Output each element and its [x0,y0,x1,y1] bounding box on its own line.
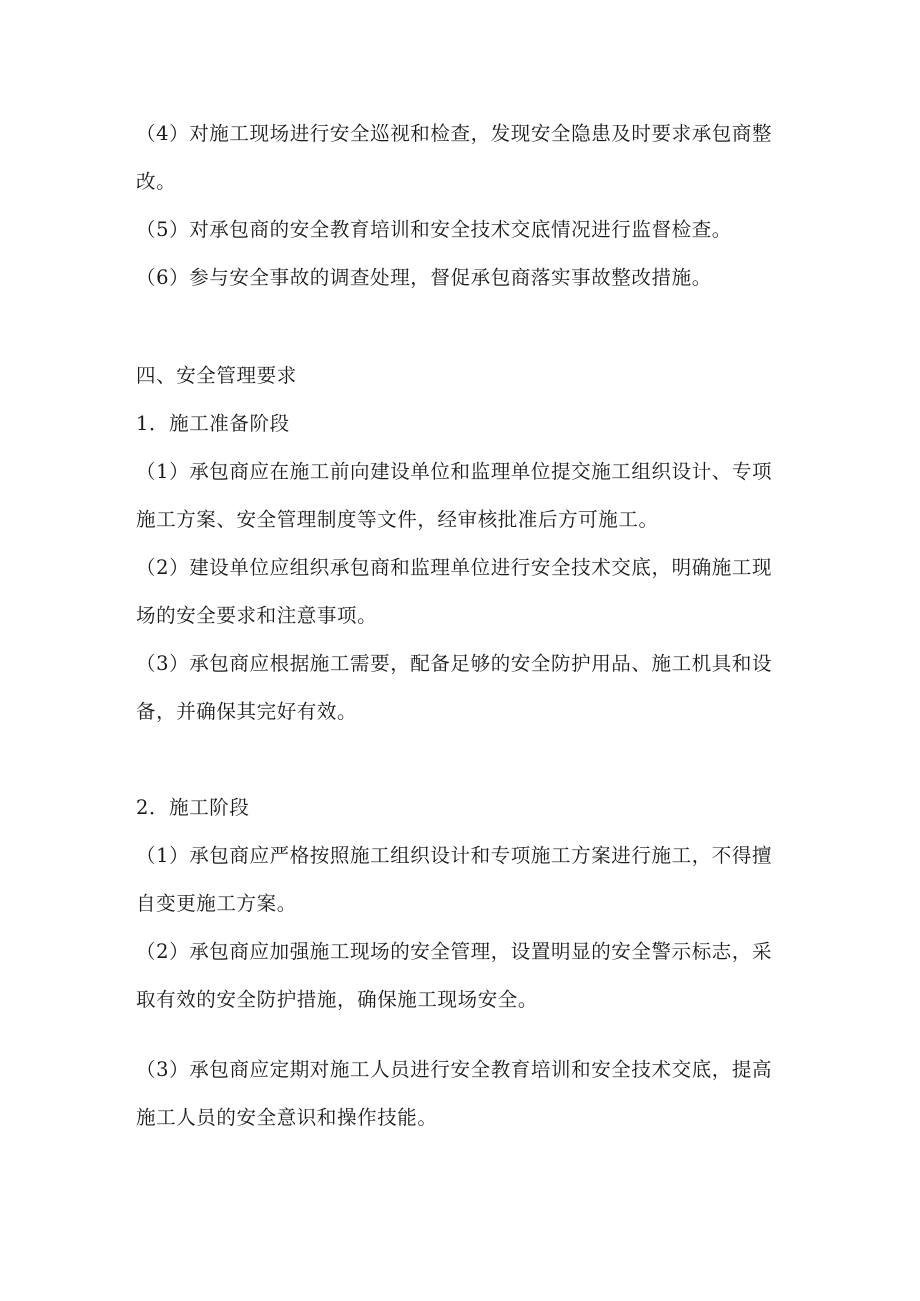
construction-item-1-line-1: （1）承包商应严格按照施工组织设计和专项施工方案进行施工，不得擅 [136,844,773,867]
subsection-heading-2: 2．施工阶段 [136,796,250,819]
prep-item-2-line-1: （2）建设单位应组织承包商和监理单位进行安全技术交底，明确施工现 [136,556,773,579]
paragraph-4-line-1: （4）对施工现场进行安全巡视和检查，发现安全隐患及时要求承包商整 [136,122,773,145]
section-heading: 四、安全管理要求 [136,364,297,387]
prep-item-2-line-2: 场的安全要求和注意事项。 [136,604,378,627]
prep-item-1-line-2: 施工方案、安全管理制度等文件，经审核批准后方可施工。 [136,508,659,531]
construction-item-1-line-2: 自变更施工方案。 [136,892,297,915]
paragraph-4-line-2: 改。 [136,170,177,193]
construction-item-3-line-1: （3）承包商应定期对施工人员进行安全教育培训和安全技术交底，提高 [136,1058,773,1081]
prep-item-3-line-1: （3）承包商应根据施工需要，配备足够的安全防护用品、施工机具和设 [136,652,773,675]
construction-item-3-line-2: 施工人员的安全意识和操作技能。 [136,1106,438,1129]
subsection-heading-1: 1．施工准备阶段 [136,412,290,435]
prep-item-1-line-1: （1）承包商应在施工前向建设单位和监理单位提交施工组织设计、专项 [136,460,773,483]
construction-item-2-line-2: 取有效的安全防护措施，确保施工现场安全。 [136,988,539,1011]
paragraph-6: （6）参与安全事故的调查处理，督促承包商落实事故整改措施。 [136,266,712,289]
construction-item-2-line-1: （2）承包商应加强施工现场的安全管理，设置明显的安全警示标志，采 [136,940,773,963]
prep-item-3-line-2: 备，并确保其完好有效。 [136,700,358,723]
paragraph-5: （5）对承包商的安全教育培训和安全技术交底情况进行监督检查。 [136,218,732,241]
